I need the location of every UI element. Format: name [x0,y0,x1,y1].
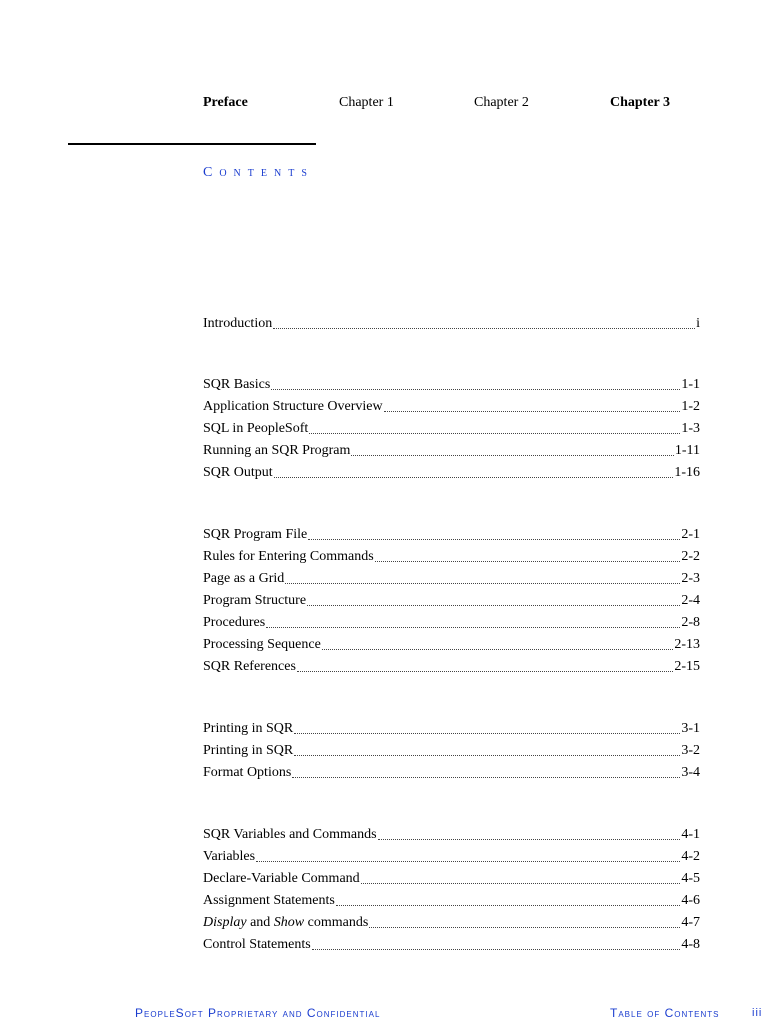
toc-entry[interactable] [203,613,700,633]
toc-entry-label: Declare-Variable Command [203,871,360,886]
toc-entry-label-mid: and [246,915,274,930]
toc-entry-label-end: commands [304,915,369,930]
dot-leader [273,327,695,329]
toc-entry-page: 4-8 [681,937,700,952]
dot-leader [307,604,680,606]
toc-entry-page: 3-2 [681,743,700,758]
dot-leader [274,476,674,478]
header-rule [68,143,316,145]
toc-entry-label: Program Structure [203,593,307,608]
dot-leader [361,882,681,884]
toc-entry-label: Running an SQR Program [203,443,351,458]
toc-entry[interactable] [203,569,700,589]
toc-entry-page: i [696,316,700,331]
dot-leader [256,860,680,862]
toc-entry-page: 2-8 [681,615,700,630]
toc-entry[interactable] [203,935,700,955]
toc-entry[interactable] [203,913,700,933]
dot-leader [292,776,680,778]
dot-leader [271,388,680,390]
dot-leader [294,732,680,734]
toc-entry[interactable] [203,441,700,461]
dot-leader [309,432,680,434]
toc-entry[interactable] [203,891,700,911]
toc-entry[interactable] [203,375,700,395]
dot-leader [308,538,680,540]
toc-entry-page: 4-2 [681,849,700,864]
dot-leader [384,410,681,412]
footer-confidential: PeopleSoft Proprietary and Confidential [135,1006,381,1020]
toc-entry-label: Application Structure Overview [203,399,383,414]
footer-section-title: Table of Contents [610,1006,720,1020]
toc-entry[interactable] [203,719,700,739]
toc-entry[interactable] [203,591,700,611]
toc-entry-label: SQL in PeopleSoft [203,421,309,436]
toc-entry[interactable] [203,869,700,889]
toc-entry-label: Rules for Entering Commands [203,549,374,564]
toc-entry-label-italic: Display [203,915,247,930]
toc-entry-page: 4-5 [681,871,700,886]
toc-entry-page: 2-2 [681,549,700,564]
toc-entry-label: Format Options [203,765,292,780]
toc-entry-label: SQR References [203,659,296,674]
toc-entry-page: 3-4 [681,765,700,780]
dot-leader [375,560,681,562]
toc-entry-label: SQR Basics [203,377,271,392]
dot-leader [378,838,681,840]
tab-chapter-1[interactable]: Chapter 1 [339,95,394,110]
toc-entry-page: 1-3 [681,421,700,436]
toc-entry[interactable] [203,741,700,761]
toc-entry-page: 4-7 [681,915,700,930]
toc-entry-label [203,913,368,933]
toc-entry-label: SQR Program File [203,527,308,542]
toc-entry-page: 4-1 [681,827,700,842]
dot-leader [285,582,680,584]
toc-entry-page: 4-6 [681,893,700,908]
tab-chapter-2[interactable]: Chapter 2 [474,95,529,110]
toc-entry-label: SQR Output [203,465,273,480]
dot-leader [369,926,680,928]
page-title: Contents [203,165,314,180]
toc-entry-page: 2-1 [681,527,700,542]
toc-entry-label: Introduction [203,316,273,331]
toc-entry-page: 1-2 [681,399,700,414]
toc-entry[interactable] [203,635,700,655]
toc-entry[interactable] [203,547,700,567]
toc-entry[interactable] [203,763,700,783]
dot-leader [294,754,680,756]
toc-entry[interactable] [203,463,700,483]
toc-entry-page: 1-1 [681,377,700,392]
toc-entry[interactable] [203,397,700,417]
toc-entry-label: Control Statements [203,937,311,952]
dot-leader [312,948,681,950]
toc-entry-label: Page as a Grid [203,571,285,586]
toc-entry[interactable] [203,847,700,867]
toc-entry-label-italic: Show [273,915,305,930]
toc-entry-label: Procedures [203,615,266,630]
footer-page-number: iii [752,1007,763,1019]
dot-leader [322,648,674,650]
toc-entry[interactable] [203,419,700,439]
toc-entry-label: SQR Variables and Commands [203,827,377,842]
toc-entry[interactable] [203,657,700,677]
toc-entry-label: Printing in SQR [203,721,294,736]
toc-entry-page: 2-15 [674,659,700,674]
toc-entry[interactable] [203,314,700,334]
toc-entry-page: 2-13 [674,637,700,652]
dot-leader [266,626,680,628]
tab-chapter-3[interactable]: Chapter 3 [610,95,671,110]
toc-entry-page: 1-11 [674,443,700,458]
toc-entry-page: 3-1 [681,721,700,736]
dot-leader [297,670,673,672]
toc-entry-page: 1-16 [674,465,700,480]
toc-entry-label: Processing Sequence [203,637,321,652]
toc-entry[interactable] [203,825,700,845]
toc-entry-label: Assignment Statements [203,893,335,908]
chapter-tabs [203,95,723,115]
toc-entry-page: 2-4 [681,593,700,608]
dot-leader [351,454,673,456]
toc-entry-label: Printing in SQR [203,743,294,758]
toc-entry-label: Variables [203,849,256,864]
toc-entry-page: 2-3 [681,571,700,586]
dot-leader [336,904,681,906]
tab-preface[interactable]: Preface [203,95,248,110]
toc-entry[interactable] [203,525,700,545]
